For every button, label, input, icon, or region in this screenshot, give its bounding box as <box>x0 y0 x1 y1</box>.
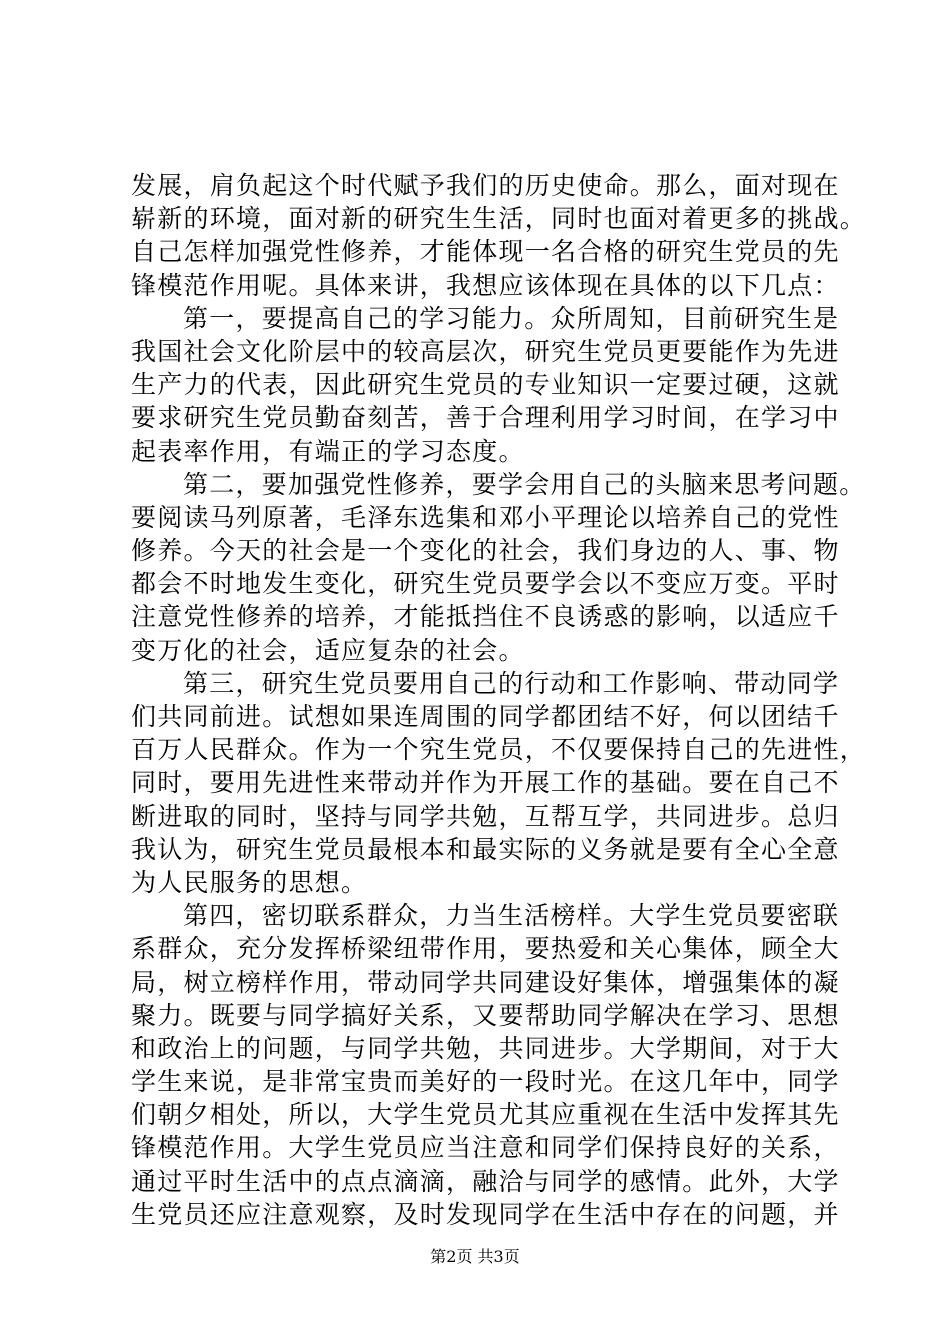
text-line: 们共同前进。试想如果连周围的同学都团结不好，何以团结千 <box>131 702 840 731</box>
paragraph-first-line: 第二，要加强党性修养，要学会用自己的头脑来思考问题。 <box>183 469 866 499</box>
paragraph-first-line: 第三，研究生党员要用自己的行动和工作影响、带动同学 <box>183 668 840 698</box>
text-line: 我认为，研究生党员最根本和最实际的义务就是要有全心全意 <box>131 834 840 864</box>
text-line: 局，树立榜样作用，带动同学共同建设好集体，增强集体的凝 <box>131 967 840 997</box>
text-line: 我国社会文化阶层中的较高层次，研究生党员更要能作为先进 <box>131 336 840 366</box>
text-line: 修养。今天的社会是一个变化的社会，我们身边的人、事、物 <box>131 536 840 566</box>
document-body <box>131 169 867 1231</box>
text-line: 注意党性修养的培养，才能抵挡住不良诱惑的影响，以适应千 <box>131 602 840 632</box>
paragraph-first-line: 第四，密切联系群众，力当生活榜样。大学生党员要密联 <box>183 901 840 931</box>
text-line: 为人民服务的思想。 <box>131 867 368 897</box>
text-line: 断进取的同时，坚持与同学共勉，互帮互学，共同进步。总归 <box>131 801 840 831</box>
page-number-footer: 第2页 共3页 <box>430 1247 520 1266</box>
paragraph-first-line: 第一，要提高自己的学习能力。众所周知，目前研究生是 <box>183 303 840 333</box>
text-line: 自己怎样加强党性修养，才能体现一名合格的研究生党员的先 <box>131 237 840 267</box>
text-line: 要阅读马列原著，毛泽东选集和邓小平理论以培养自己的党性 <box>131 502 840 532</box>
text-line: 们朝夕相处，所以，大学生党员尤其应重视在生活中发挥其先 <box>131 1100 840 1130</box>
text-line: 聚力。既要与同学搞好关系，又要帮助同学解决在学习、思想 <box>131 1000 840 1030</box>
text-line: 崭新的环境，面对新的研究生生活，同时也面对着更多的挑战。 <box>131 204 867 234</box>
text-line: 锋模范作用。大学生党员应当注意和同学们保持良好的关系， <box>131 1133 840 1163</box>
text-line: 都会不时地发生变化，研究生党员要学会以不变应万变。平时 <box>131 569 840 599</box>
text-line: 变万化的社会，适应复杂的社会。 <box>131 635 525 665</box>
text-line: 学生来说，是非常宝贵而美好的一段时光。在这几年中，同学 <box>131 1067 840 1097</box>
text-line: 和政治上的问题，与同学共勉，共同进步。大学期间，对于大 <box>131 1033 840 1063</box>
text-line: 要求研究生党员勤奋刻苦，善于合理利用学习时间，在学习中 <box>131 403 840 433</box>
text-line: 生产力的代表，因此研究生党员的专业知识一定要过硬，这就 <box>131 370 840 400</box>
text-line: 通过平时生活中的点点滴滴，融洽与同学的感情。此外，大学 <box>131 1166 840 1196</box>
text-line: 系群众，充分发挥桥梁纽带作用，要热爱和关心集体，顾全大 <box>131 934 840 964</box>
text-line: 锋模范作用呢。具体来讲，我想应该体现在具体的以下几点： <box>131 270 840 300</box>
text-line: 发展，肩负起这个时代赋予我们的历史使命。那么，面对现在 <box>131 171 840 200</box>
text-line: 同时，要用先进性来带动并作为开展工作的基础。要在自己不 <box>131 768 840 798</box>
text-line: 起表率作用，有端正的学习态度。 <box>131 436 525 466</box>
text-line: 生党员还应注意观察，及时发现同学在生活中存在的问题，并 <box>131 1199 840 1229</box>
text-line: 百万人民群众。作为一个究生党员，不仅要保持自己的先进性， <box>131 735 867 765</box>
